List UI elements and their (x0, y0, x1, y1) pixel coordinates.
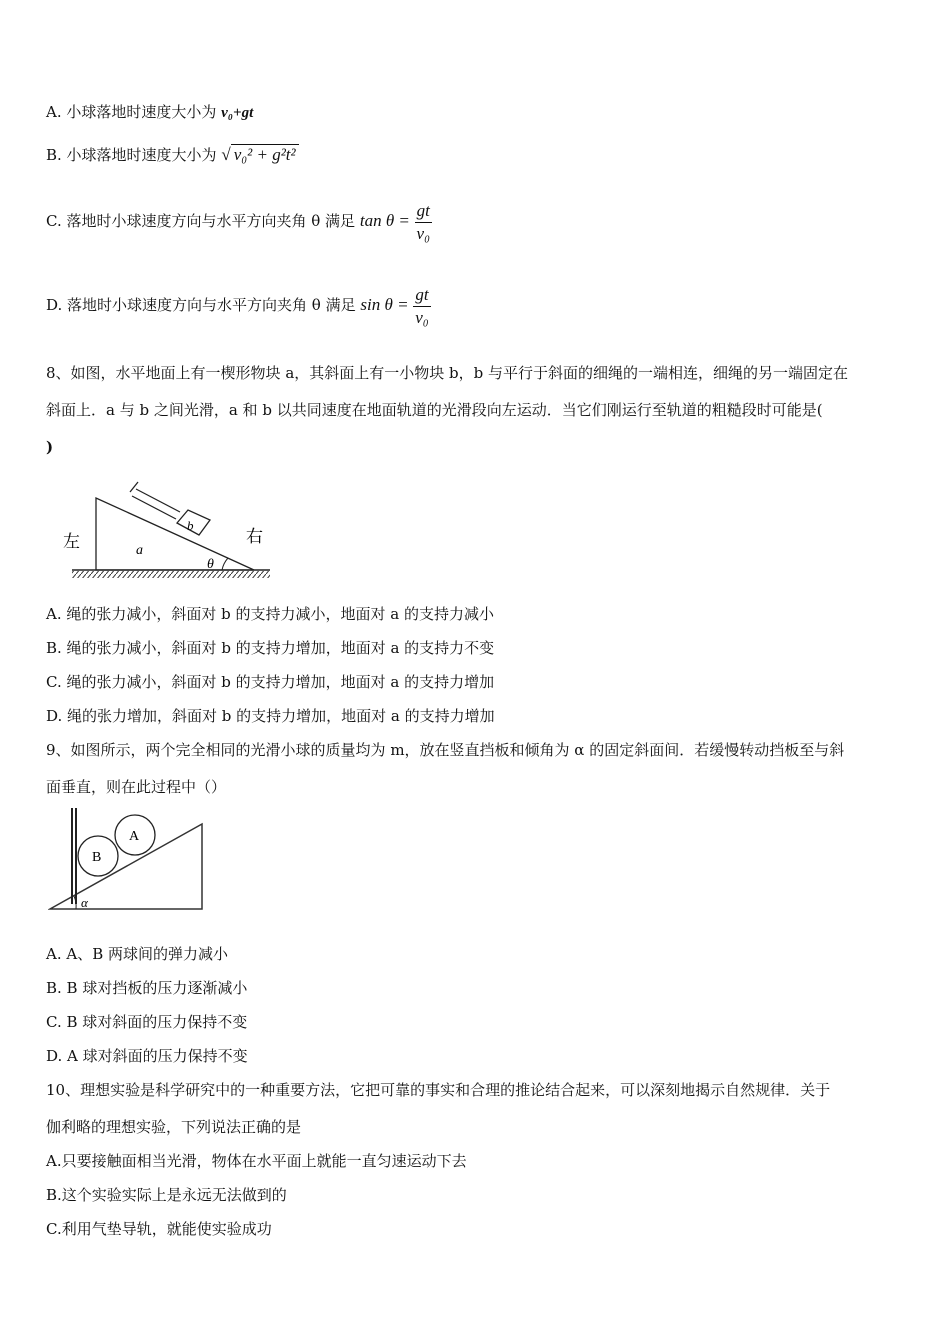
q9-stem-line-2: 面垂直，则在此过程中（） (46, 778, 227, 796)
q7-option-c (46, 197, 432, 245)
q8-angle-arc (222, 558, 228, 570)
q8-rope-anchor (130, 482, 138, 492)
q8-rope (136, 489, 180, 512)
q8-ground-hatch (72, 571, 270, 578)
q7-option-c-fraction (415, 200, 432, 245)
q7-option-d-numerator: gt (413, 284, 430, 307)
q9-angle-label: α (81, 895, 88, 910)
q7-option-a (46, 102, 253, 123)
q7-option-b (46, 144, 299, 165)
q9-option-b: B. B 球对挡板的压力逐渐减小 (46, 979, 248, 997)
q9-option-d: D. A 球对斜面的压力保持不变 (46, 1047, 248, 1065)
q7-option-a-text: A. 小球落地时速度大小为 (46, 103, 222, 121)
q9-option-c: C. B 球对斜面的压力保持不变 (46, 1013, 248, 1031)
q8-wedge-label: a (136, 543, 143, 558)
q8-option-c: C. 绳的张力减小，斜面对 b 的支持力增加，地面对 a 的支持力增加 (46, 673, 495, 691)
q7-option-c-denominator: v₀ (416, 223, 431, 243)
q10-option-a: A.只要接触面相当光滑，物体在水平面上就能一直匀速运动下去 (46, 1152, 467, 1170)
q7-option-c-lhs: tan θ = (359, 211, 410, 230)
q8-option-b: B. 绳的张力减小，斜面对 b 的支持力增加，地面对 a 的支持力不变 (46, 639, 495, 657)
q7-option-c-numerator: gt (415, 200, 432, 223)
q10-stem-line-2: 伽利略的理想实验，下列说法正确的是 (46, 1118, 302, 1136)
q8-block-label: b (187, 518, 194, 533)
q8-option-d: D. 绳的张力增加，斜面对 b 的支持力增加，地面对 a 的支持力增加 (46, 707, 495, 725)
q10-stem-line-1: 10、理想实验是科学研究中的一种重要方法，它把可靠的事实和合理的推论结合起来，可以深刻地揭示自然规律．关于 (46, 1081, 831, 1099)
q9-stem-line-1: 9、如图所示，两个完全相同的光滑小球的质量均为 m，放在竖直挡板和倾角为 α 的固定斜面间．若缓慢转动挡板至与斜 (46, 741, 845, 759)
q7-option-d-denominator: v₀ (415, 307, 429, 327)
q10-option-c: C.利用气垫导轨，就能使实验成功 (46, 1220, 272, 1238)
q8-figure (56, 478, 278, 582)
q9-ball-a-label: A (129, 829, 140, 844)
q8-right-label: 右 (246, 527, 263, 547)
q8-stem-line-3: ) (46, 438, 54, 456)
q8-angle-label: θ (207, 557, 214, 572)
q7-option-a-expr: v₀+gt (221, 105, 254, 121)
q7-option-b-radicand: v₀² + g²t² (231, 144, 299, 165)
q7-option-b-formula: √ v₀² + g²t² (221, 145, 298, 164)
q7-option-c-text: C. 落地时小球速度方向与水平方向夹角 θ 满足 (46, 212, 356, 230)
q9-figure (48, 806, 208, 914)
q8-option-a: A. 绳的张力减小，斜面对 b 的支持力减小，地面对 a 的支持力减小 (46, 605, 494, 623)
q8-rope-upper (132, 496, 176, 519)
q10-option-b: B.这个实验实际上是永远无法做到的 (46, 1186, 287, 1204)
q7-option-d-text: D. 落地时小球速度方向与水平方向夹角 θ 满足 (46, 296, 356, 314)
q8-stem-line-2: 斜面上．a 与 b 之间光滑，a 和 b 以共同速度在地面轨道的光滑段向左运动．当它们刚运行至轨道的粗糙段时可能是( (46, 401, 823, 419)
q8-left-label: 左 (63, 532, 80, 552)
q7-option-d-lhs: sin θ = (360, 295, 409, 314)
q8-block-b (177, 510, 210, 535)
q7-option-d (46, 281, 431, 329)
q7-option-d-fraction (413, 284, 430, 329)
q8-stem-line-1: 8、如图，水平地面上有一楔形物块 a，其斜面上有一小物块 b，b 与平行于斜面的细绳的一端相连，细绳的另一端固定在 (46, 364, 848, 382)
q9-ball-b-label: B (92, 850, 102, 865)
q9-option-a: A. A、B 两球间的弹力减小 (46, 945, 228, 963)
q7-option-b-text: B. 小球落地时速度大小为 (46, 146, 217, 164)
